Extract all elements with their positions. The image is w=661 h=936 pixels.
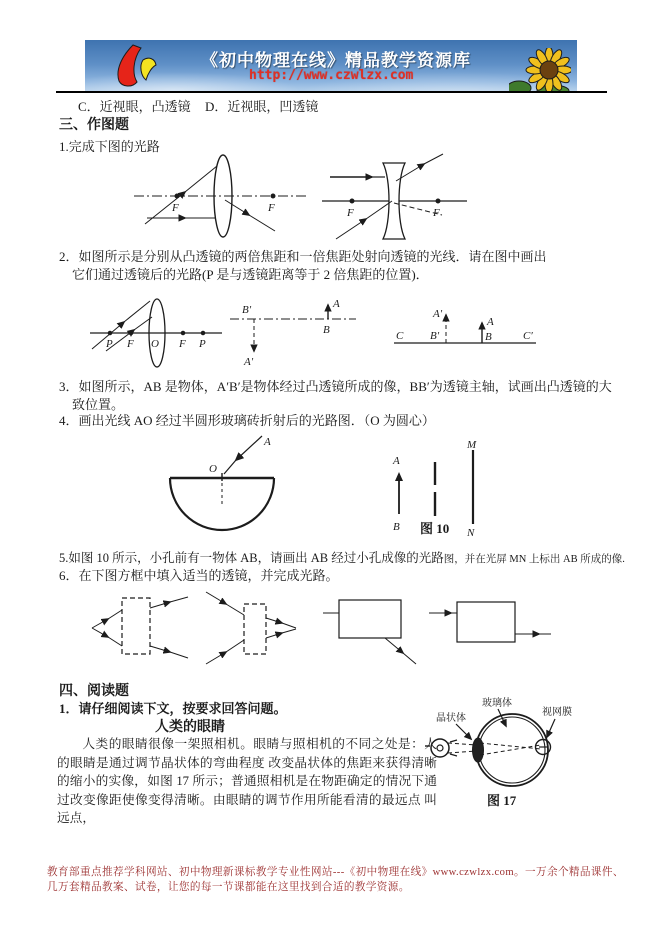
header-divider bbox=[56, 91, 607, 93]
footer-line1: 教育部重点推荐学科网站、初中物理新课标教学专业性网站---《初中物理在线》www.czwlzx.com。一万余个精品课件、 bbox=[47, 867, 624, 878]
fig-box-parallel bbox=[425, 598, 555, 648]
svg-text:A: A bbox=[393, 455, 400, 467]
eye-label-vitreous: 玻璃体 bbox=[482, 698, 512, 709]
question5-text bbox=[59, 548, 625, 566]
fig-q2-lens-axis bbox=[90, 291, 222, 369]
site-logo-icon bbox=[111, 43, 161, 91]
svg-text:A: A bbox=[487, 316, 494, 328]
question5-main: 5.如图 10 所示，小孔前有一物体 AB，请画出 AB 经过小孔成像的光路 bbox=[59, 551, 444, 565]
svg-text:F: F bbox=[172, 202, 179, 214]
svg-text:B′: B′ bbox=[242, 304, 252, 316]
question6-text: 6．在下图方框中填入适当的透镜，并完成光路。 bbox=[59, 568, 339, 583]
section4-heading: 四、阅读题 bbox=[59, 684, 129, 699]
fig-box-diverging bbox=[82, 592, 194, 672]
svg-text:A: A bbox=[333, 298, 340, 310]
option-c: C．近视眼，凸透镜 bbox=[78, 99, 191, 114]
svg-text:O: O bbox=[151, 338, 159, 350]
svg-text:C′: C′ bbox=[523, 330, 533, 342]
option-d: D．近视眼，凹透镜 bbox=[205, 99, 319, 114]
question2-line1: 2．如图所示是分别从凸透镜的两倍焦距和一倍焦距处射向透镜的光线．请在图中画出 bbox=[59, 249, 547, 264]
question3-line1: 3．如图所示，AB 是物体，A′B′是物体经过凸透镜所成的像，BB′为透镜主轴，试画出凸透镜的大 bbox=[59, 379, 612, 394]
svg-text:F: F bbox=[179, 338, 186, 350]
svg-text:N: N bbox=[467, 527, 475, 536]
article-paragraph: 人类的眼睛很像一架照相机。眼睛与照相机的不同之处是：人的眼睛是通过调节晶状体的弯曲程度 改变晶状体的焦距来获得清晰的缩小的实像，如图 17 所示；普通照相机是在物距确定的情况下通过改变像距使像变得清晰。由眼睛的调节作用所能看清的最远点 叫远点， bbox=[57, 737, 437, 826]
sunflower-icon bbox=[509, 48, 571, 93]
footer-line2: 几万套精品教案、试卷，让您的每一节课都能在这里找到合适的教学资源。 bbox=[47, 882, 410, 893]
question3-line2: 致位置。 bbox=[72, 397, 125, 412]
section3-heading: 三、作图题 bbox=[59, 118, 129, 133]
article-title: 人类的眼睛 bbox=[155, 720, 225, 735]
fig17-caption: 图 17 bbox=[487, 793, 517, 808]
banner-url: http://www.czwlzx.com bbox=[249, 68, 414, 83]
svg-text:B′: B′ bbox=[430, 330, 440, 342]
fig-eye bbox=[424, 696, 576, 794]
fig-q1-convex-lens bbox=[133, 150, 308, 240]
svg-text:F: F bbox=[433, 207, 440, 219]
svg-text:M: M bbox=[467, 440, 477, 451]
svg-text:O: O bbox=[209, 463, 217, 475]
svg-text:P: P bbox=[106, 338, 113, 350]
fig-q3-object-image-line bbox=[390, 303, 540, 361]
question1-text: 1.完成下图的光路 bbox=[59, 139, 160, 154]
fig-semicircle-glass bbox=[152, 430, 292, 535]
question4-text: 4．画出光线 AO 经过半圆形玻璃砖折射后的光路图．（O 为圆心） bbox=[59, 413, 435, 428]
svg-text:F: F bbox=[127, 338, 134, 350]
question2-line2: 它们通过透镜后的光路(P 是与透镜距离等于 2 倍焦距的位置)． bbox=[72, 267, 429, 282]
svg-text:B: B bbox=[393, 521, 400, 533]
svg-text:B: B bbox=[485, 331, 492, 343]
eye-label-lens: 晶状体 bbox=[436, 713, 466, 724]
svg-text:F: F bbox=[268, 202, 275, 214]
svg-text:C: C bbox=[396, 330, 404, 342]
reading-q1-text: 1．请仔细阅读下文，按要求回答问题。 bbox=[59, 701, 287, 716]
svg-text:P: P bbox=[199, 338, 206, 350]
fig-box-converging bbox=[202, 590, 314, 670]
eye-label-retina: 视网膜 bbox=[542, 707, 572, 718]
svg-text:A′: A′ bbox=[433, 308, 443, 320]
question5-tail: 图，并在光屏 MN 上标出 AB 所成的像. bbox=[443, 554, 625, 565]
fig10-caption: 图 10 bbox=[420, 521, 450, 536]
svg-text:A: A bbox=[264, 436, 271, 448]
fig-box-refraction bbox=[323, 596, 423, 668]
svg-text:A′: A′ bbox=[244, 356, 254, 368]
fig-q1-concave-lens bbox=[322, 153, 467, 243]
svg-text:F: F bbox=[347, 207, 354, 219]
site-banner bbox=[85, 40, 577, 93]
banner-title: 《初中物理在线》精品教学资源库 bbox=[201, 51, 471, 70]
fig-q3-object-image-axis bbox=[230, 293, 362, 375]
svg-text:B: B bbox=[323, 324, 330, 336]
